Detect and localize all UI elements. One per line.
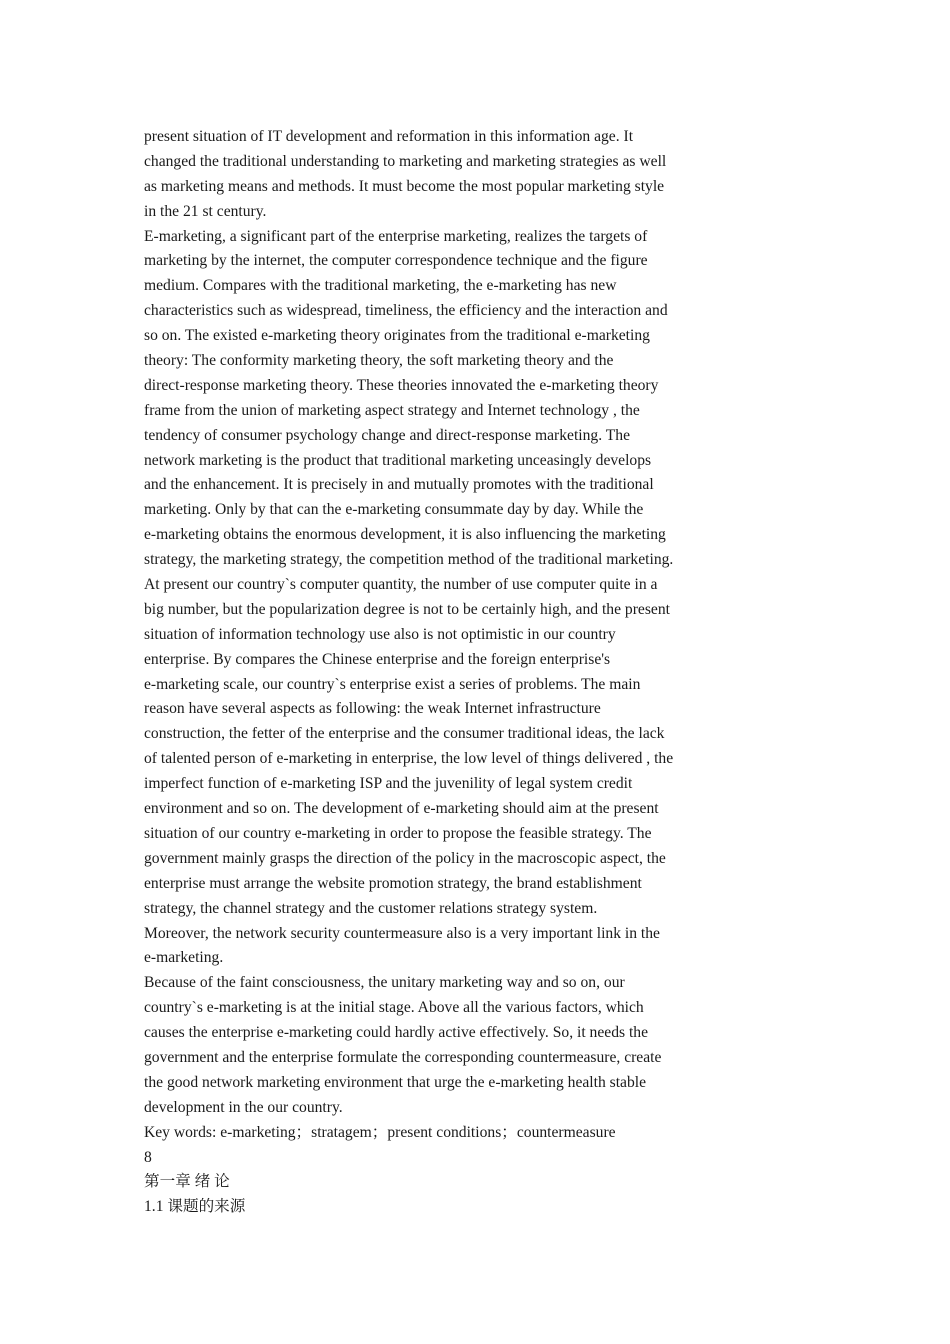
body-line: network marketing is the product that traditional marketing unceasingly develops: [144, 451, 652, 469]
body-line: direct-response marketing theory. These theories innovated the e-marketing theory: [144, 376, 659, 394]
body-line: Because of the faint consciousness, the unitary marketing way and so on, our: [144, 974, 625, 992]
chapter-heading: 第一章 绪 论: [144, 1173, 230, 1191]
page-number: 8: [144, 1148, 152, 1166]
body-line: tendency of consumer psychology change and direct-response marketing. The: [144, 426, 630, 444]
body-line: e-marketing.: [144, 949, 224, 967]
body-line: strategy, the channel strategy and the customer relations strategy system.: [144, 899, 598, 917]
body-line: development in the our country.: [144, 1098, 343, 1116]
body-line: frame from the union of marketing aspect strategy and Internet technology , the: [144, 401, 640, 419]
body-line: reason have several aspects as following: the weak Internet infrastructure: [144, 700, 601, 718]
body-line: government and the enterprise formulate the corresponding countermeasure, create: [144, 1048, 662, 1066]
body-line: as marketing means and methods. It must become the most popular marketing style: [144, 177, 665, 195]
body-line: characteristics such as widespread, timeliness, the efficiency and the interaction and: [144, 302, 668, 320]
body-line: situation of information technology use also is not optimistic in our country: [144, 625, 616, 643]
body-line: so on. The existed e-marketing theory originates from the traditional e-marketing: [144, 327, 650, 345]
document-body: [144, 125, 724, 1220]
body-line: of talented person of e-marketing in enterprise, the low level of things delivered , the: [144, 750, 674, 768]
body-line: country`s e-marketing is at the initial stage. Above all the various factors, which: [144, 999, 644, 1017]
body-line: marketing. Only by that can the e-marketing consummate day by day. While the: [144, 501, 644, 519]
body-line: imperfect function of e-marketing ISP and the juvenility of legal system credit: [144, 775, 633, 793]
body-line: marketing by the internet, the computer correspondence technique and the figure: [144, 252, 648, 270]
body-line: enterprise. By compares the Chinese enterprise and the foreign enterprise's: [144, 650, 611, 668]
keywords-line: Key words: e-marketing；stratagem；present conditions；countermeasure: [144, 1123, 616, 1141]
body-line: changed the traditional understanding to marketing and marketing strategies as well: [144, 152, 667, 170]
body-line: situation of our country e-marketing in order to propose the feasible strategy. The: [144, 824, 652, 842]
body-line: big number, but the popularization degree is not to be certainly high, and the present: [144, 600, 670, 618]
body-line: construction, the fetter of the enterprise and the consumer traditional ideas, the lack: [144, 725, 665, 743]
body-line: e-marketing scale, our country`s enterprise exist a series of problems. The main: [144, 675, 641, 693]
body-line: causes the enterprise e-marketing could hardly active effectively. So, it needs the: [144, 1024, 649, 1042]
body-line: e-marketing obtains the enormous development, it is also influencing the marketing: [144, 526, 666, 544]
body-line: and the enhancement. It is precisely in and mutually promotes with the traditional: [144, 476, 654, 494]
body-line: E-marketing, a significant part of the enterprise marketing, realizes the targets of: [144, 227, 648, 245]
body-line: enterprise must arrange the website promotion strategy, the brand establishment: [144, 874, 642, 892]
body-line: government mainly grasps the direction of the policy in the macroscopic aspect, the: [144, 849, 666, 867]
body-line: the good network marketing environment that urge the e-marketing health stable: [144, 1073, 647, 1091]
section-heading: 1.1 课题的来源: [144, 1198, 246, 1216]
body-line: present situation of IT development and reformation in this information age. It: [144, 128, 634, 145]
body-line: environment and so on. The development of e-marketing should aim at the present: [144, 800, 659, 818]
body-line: in the 21 st century.: [144, 202, 267, 220]
body-line: strategy, the marketing strategy, the competition method of the traditional marketing.: [144, 551, 674, 569]
body-line: medium. Compares with the traditional marketing, the e-marketing has new: [144, 277, 617, 295]
body-line: Moreover, the network security countermeasure also is a very important link in the: [144, 924, 660, 942]
body-line: At present our country`s computer quantity, the number of use computer quite in a: [144, 576, 658, 594]
body-line: theory: The conformity marketing theory, the soft marketing theory and the: [144, 352, 614, 370]
